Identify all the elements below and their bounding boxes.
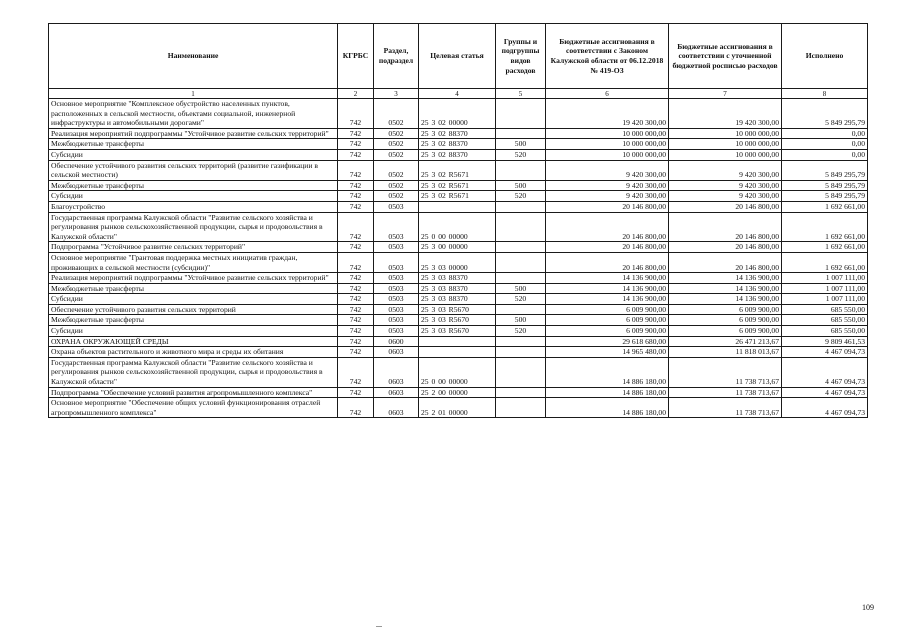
table-row — [49, 294, 868, 305]
row-section: 0603 — [374, 387, 419, 398]
row-law-amount: 20 146 800,00 — [546, 201, 669, 212]
row-kgrbs: 742 — [338, 180, 374, 191]
table-row — [49, 357, 868, 387]
table-row — [49, 336, 868, 347]
row-name: Субсидии — [49, 191, 338, 202]
row-vr: 500 — [496, 139, 546, 150]
row-vr — [496, 128, 546, 139]
column-number: 7 — [669, 89, 782, 99]
row-executed-amount: 685 550,00 — [782, 315, 868, 326]
table-row — [49, 398, 868, 418]
row-executed-amount: 1 007 111,00 — [782, 294, 868, 305]
column-number-row — [49, 89, 868, 99]
row-target: 25 3 02 00000 — [419, 99, 496, 129]
row-name: Государственная программа Калужской области "Развитие сельского хозяйства и регулирования рынков сельскохозяйственной продукции, сырья и продовольствия в Калужской области" — [49, 212, 338, 242]
row-target — [419, 201, 496, 212]
row-name: Благоустройство — [49, 201, 338, 212]
row-executed-amount: 1 007 111,00 — [782, 273, 868, 284]
row-name: Межбюджетные трансферты — [49, 139, 338, 150]
row-refined-amount: 10 000 000,00 — [669, 128, 782, 139]
table-row — [49, 99, 868, 129]
row-executed-amount: 4 467 094,73 — [782, 398, 868, 418]
row-name: Основное мероприятие "Обеспечение общих условий функционирования отраслей агропромышленного комплекса" — [49, 398, 338, 418]
row-vr — [496, 336, 546, 347]
row-target: 25 3 03 88370 — [419, 283, 496, 294]
row-kgrbs: 742 — [338, 160, 374, 180]
row-name: Подпрограмма "Обеспечение условий развития агропромышленного комплекса" — [49, 387, 338, 398]
row-executed-amount: 0,00 — [782, 128, 868, 139]
header-law: Бюджетные ассигнования в соответствии с Законом Калужской области от 06.12.2018 № 419-ОЗ — [546, 24, 669, 89]
column-number: 6 — [546, 89, 669, 99]
table-row — [49, 201, 868, 212]
row-vr — [496, 398, 546, 418]
row-target: 25 3 03 R5670 — [419, 315, 496, 326]
row-executed-amount: 9 809 461,53 — [782, 336, 868, 347]
row-law-amount: 29 618 680,00 — [546, 336, 669, 347]
row-section: 0502 — [374, 128, 419, 139]
row-executed-amount: 1 692 661,00 — [782, 242, 868, 253]
row-law-amount: 9 420 300,00 — [546, 180, 669, 191]
row-executed-amount: 4 467 094,73 — [782, 347, 868, 358]
row-target: 25 3 03 88370 — [419, 294, 496, 305]
row-section: 0502 — [374, 99, 419, 129]
row-name: Субсидии — [49, 149, 338, 160]
row-refined-amount: 11 738 713,67 — [669, 398, 782, 418]
table-row — [49, 149, 868, 160]
row-target: 25 3 03 88370 — [419, 273, 496, 284]
row-target: 25 0 00 00000 — [419, 357, 496, 387]
column-number: 2 — [338, 89, 374, 99]
row-executed-amount: 1 692 661,00 — [782, 201, 868, 212]
row-refined-amount: 6 009 900,00 — [669, 304, 782, 315]
row-section: 0503 — [374, 242, 419, 253]
row-law-amount: 9 420 300,00 — [546, 191, 669, 202]
row-section: 0603 — [374, 357, 419, 387]
table-row — [49, 304, 868, 315]
row-executed-amount: 5 849 295,79 — [782, 180, 868, 191]
row-target: 25 3 02 R5671 — [419, 180, 496, 191]
row-target: 25 3 02 R5671 — [419, 160, 496, 180]
row-name: Обеспечение устойчивого развития сельских территорий — [49, 304, 338, 315]
header-kgrbs: КГРБС — [338, 24, 374, 89]
row-kgrbs: 742 — [338, 294, 374, 305]
row-kgrbs: 742 — [338, 357, 374, 387]
row-refined-amount: 20 146 800,00 — [669, 201, 782, 212]
row-refined-amount: 19 420 300,00 — [669, 99, 782, 129]
table-row — [49, 347, 868, 358]
row-name: Межбюджетные трансферты — [49, 315, 338, 326]
row-section: 0603 — [374, 347, 419, 358]
row-refined-amount: 20 146 800,00 — [669, 252, 782, 272]
row-vr — [496, 242, 546, 253]
row-target: 25 3 03 R5670 — [419, 304, 496, 315]
row-vr — [496, 160, 546, 180]
row-executed-amount: 4 467 094,73 — [782, 357, 868, 387]
row-refined-amount: 14 136 900,00 — [669, 283, 782, 294]
row-law-amount: 6 009 900,00 — [546, 315, 669, 326]
table-row — [49, 315, 868, 326]
row-executed-amount: 1 692 661,00 — [782, 212, 868, 242]
row-kgrbs: 742 — [338, 242, 374, 253]
row-law-amount: 14 136 900,00 — [546, 294, 669, 305]
row-refined-amount: 9 420 300,00 — [669, 180, 782, 191]
row-law-amount: 10 000 000,00 — [546, 149, 669, 160]
row-law-amount: 10 000 000,00 — [546, 128, 669, 139]
row-refined-amount: 20 146 800,00 — [669, 212, 782, 242]
header-section: Раздел, подраздел — [374, 24, 419, 89]
table-row — [49, 283, 868, 294]
row-section: 0503 — [374, 201, 419, 212]
row-section: 0503 — [374, 326, 419, 337]
row-law-amount: 14 136 900,00 — [546, 283, 669, 294]
row-kgrbs: 742 — [338, 139, 374, 150]
row-law-amount: 14 136 900,00 — [546, 273, 669, 284]
column-number: 3 — [374, 89, 419, 99]
row-law-amount: 10 000 000,00 — [546, 139, 669, 150]
row-section: 0503 — [374, 273, 419, 284]
row-vr — [496, 387, 546, 398]
row-section: 0502 — [374, 191, 419, 202]
row-name: Охрана объектов растительного и животного мира и среды их обитания — [49, 347, 338, 358]
row-name: Межбюджетные трансферты — [49, 283, 338, 294]
table-row — [49, 273, 868, 284]
row-kgrbs: 742 — [338, 387, 374, 398]
header-vr: Группы и подгруппы видов расходов — [496, 24, 546, 89]
row-executed-amount: 1 692 661,00 — [782, 252, 868, 272]
column-number: 1 — [49, 89, 338, 99]
row-target: 25 3 02 88370 — [419, 149, 496, 160]
row-name: Основное мероприятие "Комплексное обустройство населенных пунктов, расположенных в сельской местности, объектами социальной, инженерной инфраструктуры и автомобильными дорогами" — [49, 99, 338, 129]
row-kgrbs: 742 — [338, 398, 374, 418]
row-refined-amount: 6 009 900,00 — [669, 315, 782, 326]
row-vr — [496, 273, 546, 284]
row-kgrbs: 742 — [338, 191, 374, 202]
row-vr: 500 — [496, 180, 546, 191]
row-executed-amount: 5 849 295,79 — [782, 99, 868, 129]
row-vr — [496, 347, 546, 358]
row-executed-amount: 685 550,00 — [782, 326, 868, 337]
row-target — [419, 347, 496, 358]
row-refined-amount: 9 420 300,00 — [669, 191, 782, 202]
row-law-amount: 20 146 800,00 — [546, 212, 669, 242]
row-name: Обеспечение устойчивого развития сельских территорий (развитие газификации в сельской местности) — [49, 160, 338, 180]
row-kgrbs: 742 — [338, 283, 374, 294]
row-executed-amount: 685 550,00 — [782, 304, 868, 315]
row-refined-amount: 26 471 213,67 — [669, 336, 782, 347]
row-executed-amount: 0,00 — [782, 149, 868, 160]
row-target: 25 3 03 00000 — [419, 252, 496, 272]
row-target: 25 3 03 R5670 — [419, 326, 496, 337]
row-kgrbs: 742 — [338, 212, 374, 242]
row-section: 0503 — [374, 252, 419, 272]
row-kgrbs: 742 — [338, 326, 374, 337]
row-vr — [496, 99, 546, 129]
row-kgrbs: 742 — [338, 128, 374, 139]
table-header — [49, 24, 868, 99]
row-target: 25 3 02 88370 — [419, 128, 496, 139]
row-vr — [496, 212, 546, 242]
row-vr: 520 — [496, 191, 546, 202]
row-section: 0603 — [374, 398, 419, 418]
row-section: 0503 — [374, 212, 419, 242]
row-law-amount: 6 009 900,00 — [546, 326, 669, 337]
row-kgrbs: 742 — [338, 99, 374, 129]
row-target: 25 3 02 88370 — [419, 139, 496, 150]
row-kgrbs: 742 — [338, 149, 374, 160]
table-row — [49, 242, 868, 253]
row-vr — [496, 201, 546, 212]
row-refined-amount: 14 136 900,00 — [669, 294, 782, 305]
row-kgrbs: 742 — [338, 304, 374, 315]
header-target: Целевая статья — [419, 24, 496, 89]
table-row — [49, 387, 868, 398]
row-refined-amount: 11 738 713,67 — [669, 387, 782, 398]
table-row — [49, 180, 868, 191]
row-vr — [496, 357, 546, 387]
row-refined-amount: 20 146 800,00 — [669, 242, 782, 253]
table-row — [49, 139, 868, 150]
row-kgrbs: 742 — [338, 201, 374, 212]
row-kgrbs: 742 — [338, 336, 374, 347]
row-vr — [496, 304, 546, 315]
table-row — [49, 128, 868, 139]
row-kgrbs: 742 — [338, 252, 374, 272]
row-refined-amount: 11 738 713,67 — [669, 357, 782, 387]
row-law-amount: 14 886 180,00 — [546, 357, 669, 387]
column-number: 8 — [782, 89, 868, 99]
row-name: Государственная программа Калужской области "Развитие сельского хозяйства и регулирования рынков сельскохозяйственной продукции, сырья и продовольствия в Калужской области" — [49, 357, 338, 387]
row-name: Реализация мероприятий подпрограммы "Устойчивое развитие сельских территорий" — [49, 128, 338, 139]
table-body — [49, 99, 868, 418]
row-law-amount: 14 886 180,00 — [546, 387, 669, 398]
row-vr: 500 — [496, 315, 546, 326]
row-law-amount: 9 420 300,00 — [546, 160, 669, 180]
table-row — [49, 160, 868, 180]
header-executed: Исполнено — [782, 24, 868, 89]
row-name: Субсидии — [49, 294, 338, 305]
column-number: 5 — [496, 89, 546, 99]
row-law-amount: 20 146 800,00 — [546, 242, 669, 253]
table-row — [49, 212, 868, 242]
row-vr — [496, 252, 546, 272]
row-refined-amount: 6 009 900,00 — [669, 326, 782, 337]
row-kgrbs: 742 — [338, 347, 374, 358]
row-kgrbs: 742 — [338, 273, 374, 284]
row-refined-amount: 11 818 013,67 — [669, 347, 782, 358]
budget-table — [48, 23, 868, 418]
row-name: Реализация мероприятий подпрограммы "Устойчивое развитие сельских территорий" — [49, 273, 338, 284]
row-target: 25 2 00 00000 — [419, 387, 496, 398]
row-refined-amount: 10 000 000,00 — [669, 149, 782, 160]
row-kgrbs: 742 — [338, 315, 374, 326]
row-section: 0502 — [374, 149, 419, 160]
row-section: 0503 — [374, 315, 419, 326]
row-section: 0503 — [374, 283, 419, 294]
column-number: 4 — [419, 89, 496, 99]
row-section: 0502 — [374, 180, 419, 191]
row-section: 0503 — [374, 294, 419, 305]
row-refined-amount: 10 000 000,00 — [669, 139, 782, 150]
row-name: ОХРАНА ОКРУЖАЮЩЕЙ СРЕДЫ — [49, 336, 338, 347]
row-executed-amount: 1 007 111,00 — [782, 283, 868, 294]
page-number: 109 — [862, 603, 874, 612]
row-target: 25 0 00 00000 — [419, 212, 496, 242]
row-executed-amount: 4 467 094,73 — [782, 387, 868, 398]
table-row — [49, 252, 868, 272]
row-vr: 520 — [496, 294, 546, 305]
header-name: Наименование — [49, 24, 338, 89]
row-target: 25 3 00 00000 — [419, 242, 496, 253]
row-section: 0503 — [374, 304, 419, 315]
row-name: Субсидии — [49, 326, 338, 337]
row-name: Подпрограмма "Устойчивое развитие сельских территорий" — [49, 242, 338, 253]
table-row — [49, 326, 868, 337]
row-vr: 500 — [496, 283, 546, 294]
row-vr: 520 — [496, 326, 546, 337]
row-law-amount: 19 420 300,00 — [546, 99, 669, 129]
table-row — [49, 191, 868, 202]
row-refined-amount: 14 136 900,00 — [669, 273, 782, 284]
row-law-amount: 14 965 480,00 — [546, 347, 669, 358]
row-executed-amount: 5 849 295,79 — [782, 160, 868, 180]
row-target — [419, 336, 496, 347]
row-vr: 520 — [496, 149, 546, 160]
row-executed-amount: 5 849 295,79 — [782, 191, 868, 202]
row-name: Межбюджетные трансферты — [49, 180, 338, 191]
row-law-amount: 14 886 180,00 — [546, 398, 669, 418]
header-refined: Бюджетные ассигнования в соответствии с уточненной бюджетной росписью расходов — [669, 24, 782, 89]
row-section: 0502 — [374, 160, 419, 180]
row-executed-amount: 0,00 — [782, 139, 868, 150]
row-section: 0600 — [374, 336, 419, 347]
row-law-amount: 6 009 900,00 — [546, 304, 669, 315]
row-refined-amount: 9 420 300,00 — [669, 160, 782, 180]
row-target: 25 3 02 R5671 — [419, 191, 496, 202]
scan-mark — [376, 626, 382, 627]
row-name: Основное мероприятие "Грантовая поддержка местных инициатив граждан, проживающих в сельской местности (субсидии)" — [49, 252, 338, 272]
row-law-amount: 20 146 800,00 — [546, 252, 669, 272]
row-target: 25 2 01 00000 — [419, 398, 496, 418]
row-section: 0502 — [374, 139, 419, 150]
